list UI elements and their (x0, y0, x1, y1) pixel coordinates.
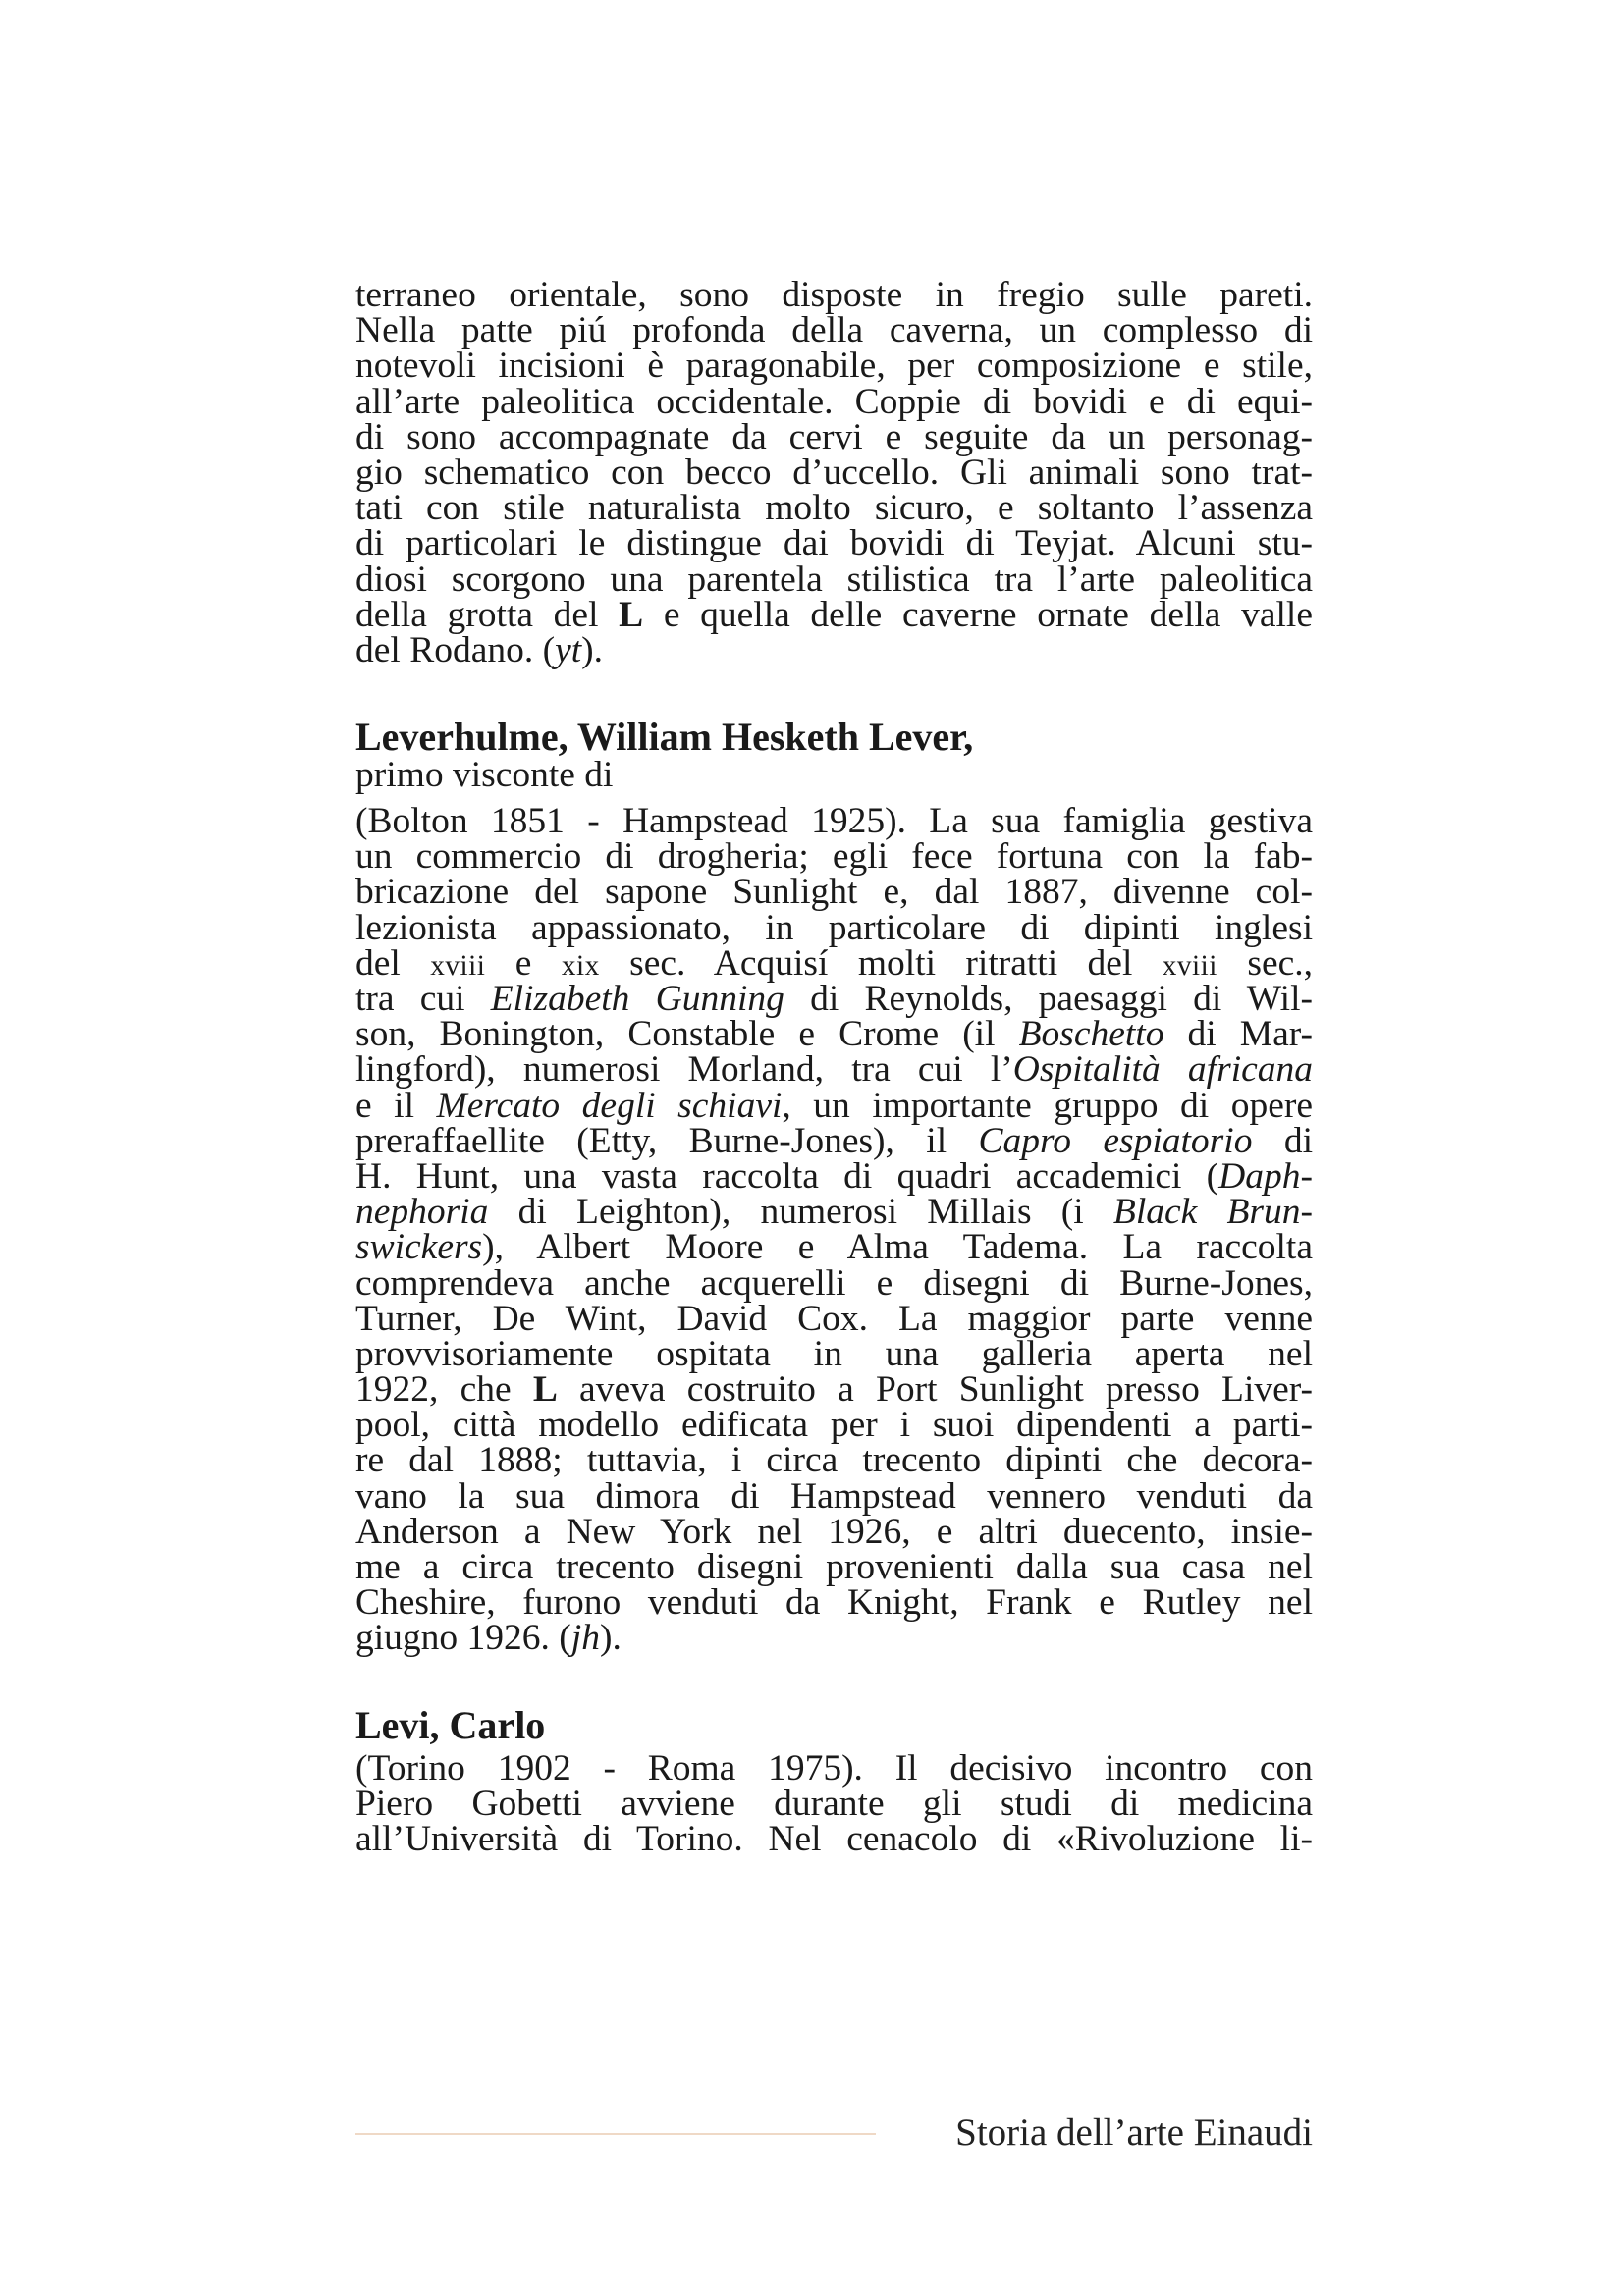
text-line: me a circa trecento disegni provenienti dalla sua casa nel (355, 1547, 1313, 1587)
text-line: diosi scorgono una parentela stilistica tra l’arte paleolitica (355, 559, 1313, 600)
text-line: vano la sua dimora di Hampstead vennero venduti da (355, 1475, 1313, 1517)
text-line: Piero Gobetti avviene durante gli studi di medicina (355, 1783, 1313, 1824)
text-line: del xviii e xix sec. Acquisí molti ritratti del xviii sec., (355, 942, 1313, 984)
text-line: un commercio di drogheria; egli fece fortuna con la fab- (355, 836, 1313, 878)
text-line: H. Hunt, una vasta raccolta di quadri accademici (Daph- (355, 1155, 1313, 1197)
entry-heading: Levi, Carlo (355, 1702, 546, 1747)
entry-leverhulme (355, 715, 1314, 1659)
text-line: Cheshire, furono venduti da Knight, Frank e Rutley nel (355, 1582, 1313, 1624)
text-line: preraffaellite (Etty, Burne-Jones), il Capro espiatorio di (355, 1120, 1313, 1161)
text-line: della grotta del L e quella delle caverne ornate della valle (355, 594, 1313, 635)
text-line: re dal 1888; tuttavia, i circa trecento dipinti che decora- (355, 1440, 1313, 1481)
footer-rule (355, 2133, 876, 2135)
text-line: pool, città modello edificata per i suoi dipendenti a parti- (355, 1405, 1313, 1446)
text-line: Anderson a New York nel 1926, e altri duecento, insie- (355, 1511, 1313, 1552)
entry-levi (355, 1702, 1313, 1859)
text-line: all’Università di Torino. Nel cenacolo di «Rivoluzione li- (355, 1818, 1313, 1859)
text-line: all’arte paleolitica occidentale. Coppie di bovidi e di equi- (355, 381, 1313, 422)
text-line: tra cui Elizabeth Gunning di Reynolds, paesaggi di Wil- (355, 979, 1313, 1019)
text-line: (Bolton 1851 - Hampstead 1925). La sua famiglia gestiva (355, 801, 1313, 842)
entry-subheading: primo visconte di (355, 755, 614, 796)
text-line: Nella patte piú profonda della caverna, un complesso di (355, 310, 1313, 351)
text-line: e il Mercato degli schiavi, un importante gruppo di opere (355, 1085, 1313, 1126)
page-footer (355, 2109, 1313, 2158)
footer-title: Storia dell’arte Einaudi (955, 2111, 1313, 2154)
text-line: di sono accompagnate da cervi e seguite da un personag- (355, 416, 1313, 457)
text-line: swickers), Albert Moore e Alma Tadema. La raccolta (355, 1227, 1313, 1268)
text-line: lingford), numerosi Morland, tra cui l’Ospitalità africana (355, 1049, 1314, 1091)
text-line: giugno 1926. (jh). (355, 1618, 622, 1659)
text-line: bricazione del sapone Sunlight e, dal 1887, divenne col- (355, 872, 1313, 913)
text-line: 1922, che L aveva costruito a Port Sunlight presso Liver- (355, 1369, 1313, 1411)
text-line: notevoli incisioni è paragonabile, per composizione e stile, (355, 346, 1313, 387)
text-line: tati con stile naturalista molto sicuro, e soltanto l’assenza (355, 488, 1313, 529)
text-column (355, 275, 1314, 1859)
text-line: gio schematico con becco d’uccello. Gli animali sono trat- (355, 452, 1313, 493)
entry-continuation (355, 275, 1313, 670)
text-line: nephoria di Leighton), numerosi Millais (i Black Brun- (355, 1192, 1313, 1233)
text-line: del Rodano. (yt). (355, 629, 604, 670)
text-line: terraneo orientale, sono disposte in fregio sulle pareti. (355, 275, 1313, 315)
text-line: lezionista appassionato, in particolare di dipinti inglesi (355, 907, 1313, 948)
text-line: provvisoriamente ospitata in una galleria aperta nel (355, 1333, 1313, 1374)
text-line: (Torino 1902 - Roma 1975). Il decisivo incontro con (355, 1747, 1313, 1789)
text-line: son, Bonington, Constable e Crome (il Boschetto di Mar- (355, 1014, 1313, 1055)
text-line: di particolari le distingue dai bovidi di Teyjat. Alcuni stu- (355, 523, 1313, 564)
text-line: comprendeva anche acquerelli e disegni di Burne-Jones, (355, 1262, 1313, 1304)
text-line: Turner, De Wint, David Cox. La maggior parte venne (355, 1298, 1313, 1339)
entry-heading: Leverhulme, William Hesketh Lever, (355, 715, 974, 760)
